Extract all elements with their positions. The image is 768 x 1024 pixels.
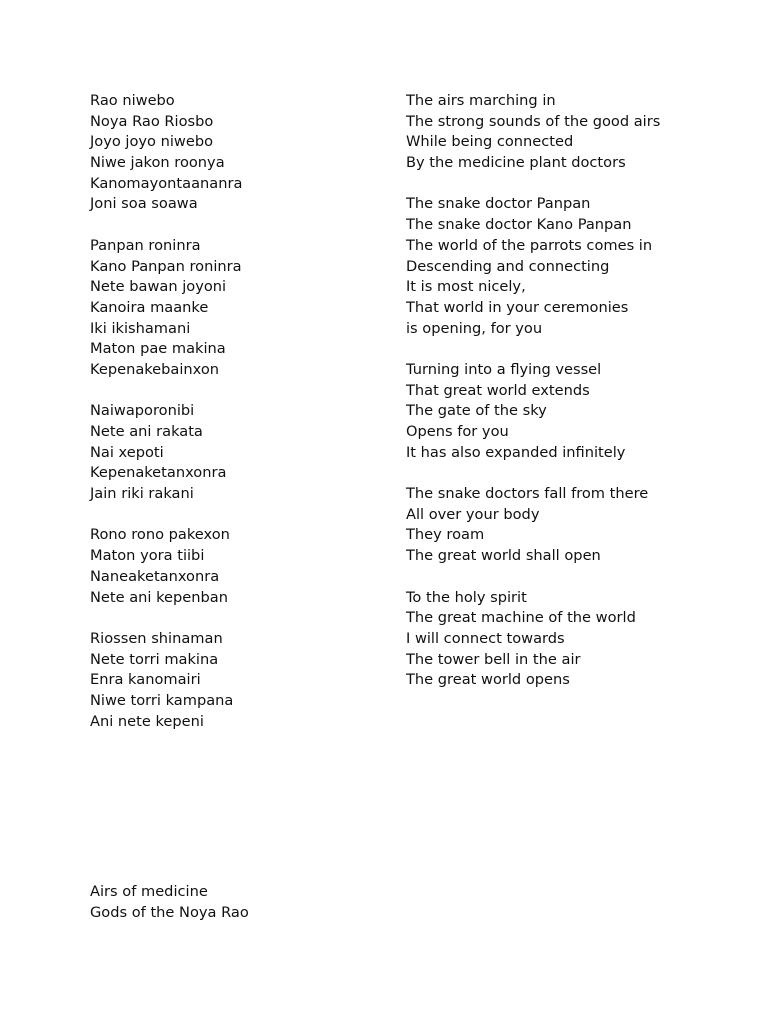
poem-line: Naiwaporonibi (90, 402, 195, 420)
poem-line: Ani nete kepeni (90, 712, 204, 730)
poem-line: Niwe jakon roonya (90, 154, 225, 172)
stanza (90, 401, 390, 504)
stanza (90, 236, 390, 381)
poem-line: Descending and connecting (406, 257, 610, 275)
poem-line: The strong sounds of the good airs (406, 112, 661, 130)
poem-line: To the holy spirit (406, 588, 527, 606)
poem-line: Nai xepoti (90, 443, 164, 461)
poem-line: The airs marching in (406, 92, 556, 109)
poem-line: Kano Panpan roninra (90, 257, 242, 275)
poem-line: Kepenakebainxon (90, 360, 220, 378)
poem-line: The world of the parrots comes in (406, 236, 653, 254)
left-column-original-text (90, 91, 390, 753)
stanza (90, 525, 390, 608)
poem-line: The great world opens (406, 671, 570, 689)
poem-line: That world in your ceremonies (406, 298, 629, 316)
stanza (406, 360, 736, 463)
poem-line: They roam (406, 526, 485, 544)
stanza (406, 588, 736, 691)
poem-line: Rao niwebo (90, 92, 175, 109)
poem-line: The great world shall open (406, 547, 601, 565)
poem-line: Nete ani kepenban (90, 588, 228, 606)
poem-line: Maton pae makina (90, 340, 226, 358)
poem-line: The tower bell in the air (406, 650, 581, 668)
poem-line: Naneaketanxonra (90, 567, 220, 585)
poem-line: Kanomayontaananra (90, 174, 243, 192)
poem-line: While being connected (406, 133, 574, 151)
poem-line: I will connect towards (406, 629, 565, 647)
footer-line-2: Gods of the Noya Rao (90, 903, 249, 921)
poem-line: All over your body (406, 505, 540, 523)
footer-line-1: Airs of medicine (90, 883, 208, 900)
poem-line: Riossen shinaman (90, 629, 223, 647)
poem-line: Rono rono pakexon (90, 526, 230, 544)
poem-line: Maton yora tiibi (90, 547, 205, 565)
poem-line: Noya Rao Riosbo (90, 112, 214, 130)
right-column-translation (406, 91, 736, 712)
poem-line: The snake doctor Panpan (406, 195, 591, 213)
poem-line: The snake doctors fall from there (406, 485, 649, 503)
poem-line: The gate of the sky (406, 402, 547, 420)
poem-line: is opening, for you (406, 319, 543, 337)
footer-caption (90, 882, 249, 923)
stanza (406, 91, 736, 174)
poem-line: Turning into a flying vessel (406, 360, 602, 378)
poem-line: Nete torri makina (90, 650, 219, 668)
poem-line: The great machine of the world (406, 609, 636, 627)
poem-line: Kepenaketanxonra (90, 464, 227, 482)
stanza (406, 484, 736, 567)
poem-line: Niwe torri kampana (90, 691, 234, 709)
poem-line: Opens for you (406, 423, 509, 440)
stanza (406, 194, 736, 339)
poem-line: Panpan roninra (90, 236, 201, 254)
poem-line: Nete ani rakata (90, 423, 203, 440)
poem-line: It has also expanded infinitely (406, 443, 626, 461)
poem-line: It is most nicely, (406, 278, 526, 296)
poem-line: Joni soa soawa (90, 195, 198, 213)
poem-line: Iki ikishamani (90, 319, 191, 337)
poem-line: Enra kanomairi (90, 671, 201, 689)
stanza (90, 91, 390, 215)
poem-line: Joyo joyo niwebo (90, 133, 214, 151)
poem-line: The snake doctor Kano Panpan (406, 216, 632, 234)
poem-line: That great world extends (406, 381, 590, 399)
stanza (90, 629, 390, 732)
poem-line: Nete bawan joyoni (90, 278, 227, 296)
poem-line: By the medicine plant doctors (406, 154, 626, 172)
poem-line: Kanoira maanke (90, 298, 209, 316)
poem-line: Jain riki rakani (90, 485, 194, 503)
